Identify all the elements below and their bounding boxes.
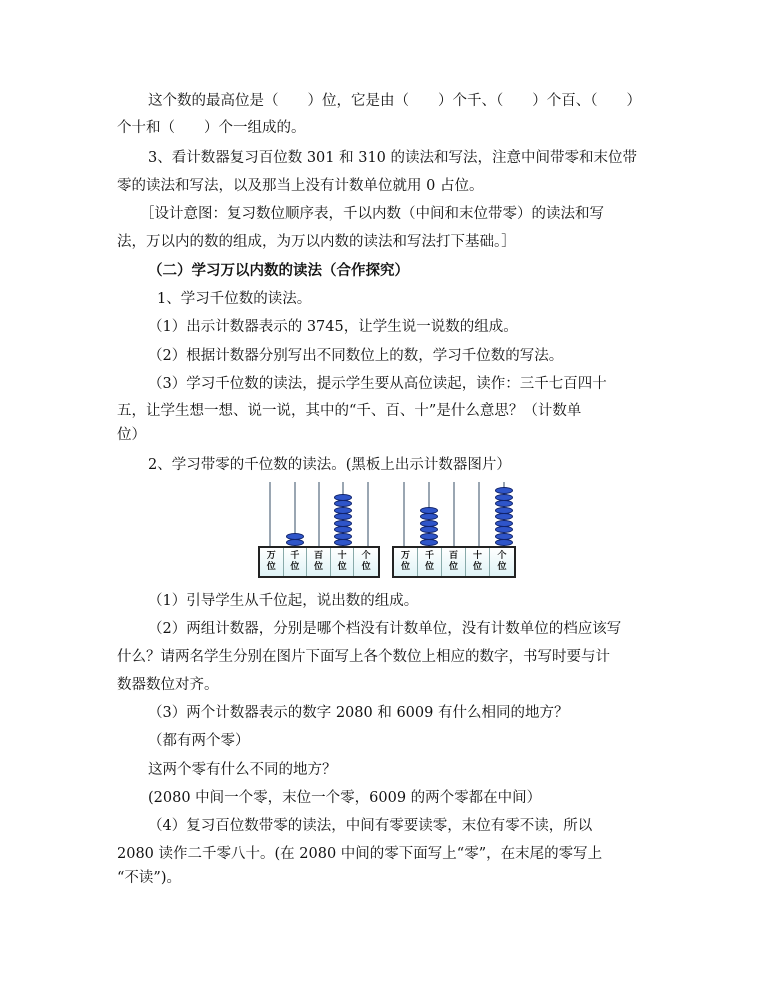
design-intent-line-2: 法，万以内的数的组成，为万以内数的读法和写法打下基础。］ xyxy=(117,234,516,250)
para-line-2: 个十和（ ）个一组成的。 xyxy=(117,120,306,136)
abacus-left-figure xyxy=(258,482,380,578)
abacus-left-bead xyxy=(334,533,352,540)
abacus-left-bead xyxy=(334,494,352,501)
abacus-right-bead xyxy=(495,526,513,533)
abacus-right-rod xyxy=(478,482,480,546)
abacus-right-bead xyxy=(495,507,513,514)
abacus-left-place-label: 十 位 xyxy=(331,548,355,576)
para-line-13: 位） xyxy=(117,427,146,443)
abacus-right-bead xyxy=(495,487,513,494)
para-line-10: （2）根据计数器分别写出不同数位上的数，学习千位数的写法。 xyxy=(148,348,564,364)
abacus-left-rod xyxy=(318,482,320,546)
abacus-right-bead xyxy=(420,533,438,540)
para-line-11: （3）学习千位数的读法，提示学生要从高位读起，读作：三千七百四十 xyxy=(148,376,607,392)
abacus-right-bead xyxy=(420,507,438,514)
abacus-left-bead xyxy=(334,513,352,520)
para-line-4: 零的读法和写法，以及那当上没有计数单位就用 0 占位。 xyxy=(117,178,484,194)
section-heading: （二）学习万以内数的读法（合作探究） xyxy=(148,262,409,279)
para-line-21: 这两个零有什么不同的地方？ xyxy=(148,762,337,778)
abacus-right-bead xyxy=(495,533,513,540)
design-intent-line-1: ［设计意图：复习数位顺序表，千以内数（中间和末位带零）的读法和写 xyxy=(140,206,604,222)
abacus-right-bead xyxy=(420,539,438,546)
abacus-right-bead xyxy=(495,520,513,527)
abacus-right-rod xyxy=(403,482,405,546)
abacus-left-bead xyxy=(334,500,352,507)
abacus-left-place-label: 百 位 xyxy=(307,548,331,576)
abacus-right-bead xyxy=(495,513,513,520)
para-line-16: （2）两组计数器，分别是哪个档没有计数单位，没有计数单位的档应该写 xyxy=(148,621,622,637)
abacus-right-place-label: 千 位 xyxy=(418,548,442,576)
para-line-8: 1、学习千位数的读法。 xyxy=(157,291,312,307)
para-line-1: 这个数的最高位是（ ）位，它是由（ ）个千、（ ）个百、（ ） xyxy=(148,93,641,109)
abacus-right-bead xyxy=(420,520,438,527)
para-line-14: 2、学习带零的千位数的读法。(黑板上出示计数器图片） xyxy=(148,457,511,473)
abacus-left-bead xyxy=(334,539,352,546)
abacus-left-bead xyxy=(334,507,352,514)
para-line-23: （4）复习百位数带零的读法，中间有零要读零，末位有零不读，所以 xyxy=(148,818,593,834)
para-line-17: 什么？请两名学生分别在图片下面写上各个数位上相应的数字，书写时要与计 xyxy=(117,649,610,665)
abacus-left-rod xyxy=(367,482,369,546)
abacus-right-bead xyxy=(420,513,438,520)
abacus-right-place-label: 个 位 xyxy=(490,548,514,576)
abacus-left-bead xyxy=(286,533,304,540)
abacus-right-place-label: 十 位 xyxy=(466,548,490,576)
abacus-right-bead xyxy=(495,539,513,546)
abacus-left-rod xyxy=(269,482,271,546)
para-line-24: 2080 读作二千零八十。(在 2080 中间的零下面写上“零”，在末尾的零写上 xyxy=(117,846,603,862)
para-line-19: （3）两个计数器表示的数字 2080 和 6009 有什么相同的地方？ xyxy=(148,705,569,721)
abacus-right-bead xyxy=(420,526,438,533)
abacus-right-bead xyxy=(495,494,513,501)
para-line-22: (2080 中间一个零，末位一个零，6009 的两个零都在中间） xyxy=(148,790,542,806)
para-line-18: 数器数位对齐。 xyxy=(117,677,219,693)
abacus-left-place-label: 千 位 xyxy=(284,548,308,576)
para-line-3: 3、看计数器复习百位数 301 和 310 的读法和写法，注意中间带零和末位带 xyxy=(148,150,638,166)
abacus-right-rod xyxy=(453,482,455,546)
abacus-right-place-label: 百 位 xyxy=(442,548,466,576)
abacus-left-bead xyxy=(286,539,304,546)
para-line-12: 五，让学生想一想、说一说，其中的“千、百、十”是什么意思？（计数单 xyxy=(117,403,582,419)
abacus-right-bead xyxy=(495,500,513,507)
abacus-left-place-label: 个 位 xyxy=(354,548,378,576)
para-line-9: （1）出示计数器表示的 3745，让学生说一说数的组成。 xyxy=(148,319,518,335)
para-line-15: （1）引导学生从千位起，说出数的组成。 xyxy=(148,593,419,609)
abacus-left-place-label: 万 位 xyxy=(260,548,284,576)
abacus-left-place-value-base xyxy=(258,546,380,578)
para-line-20: （都有两个零） xyxy=(148,733,250,749)
abacus-right-place-value-base xyxy=(392,546,516,578)
abacus-right-place-label: 万 位 xyxy=(394,548,418,576)
abacus-right-figure xyxy=(392,482,516,578)
abacus-left-bead xyxy=(334,526,352,533)
abacus-left-bead xyxy=(334,520,352,527)
para-line-25: “不读”)。 xyxy=(117,870,181,886)
